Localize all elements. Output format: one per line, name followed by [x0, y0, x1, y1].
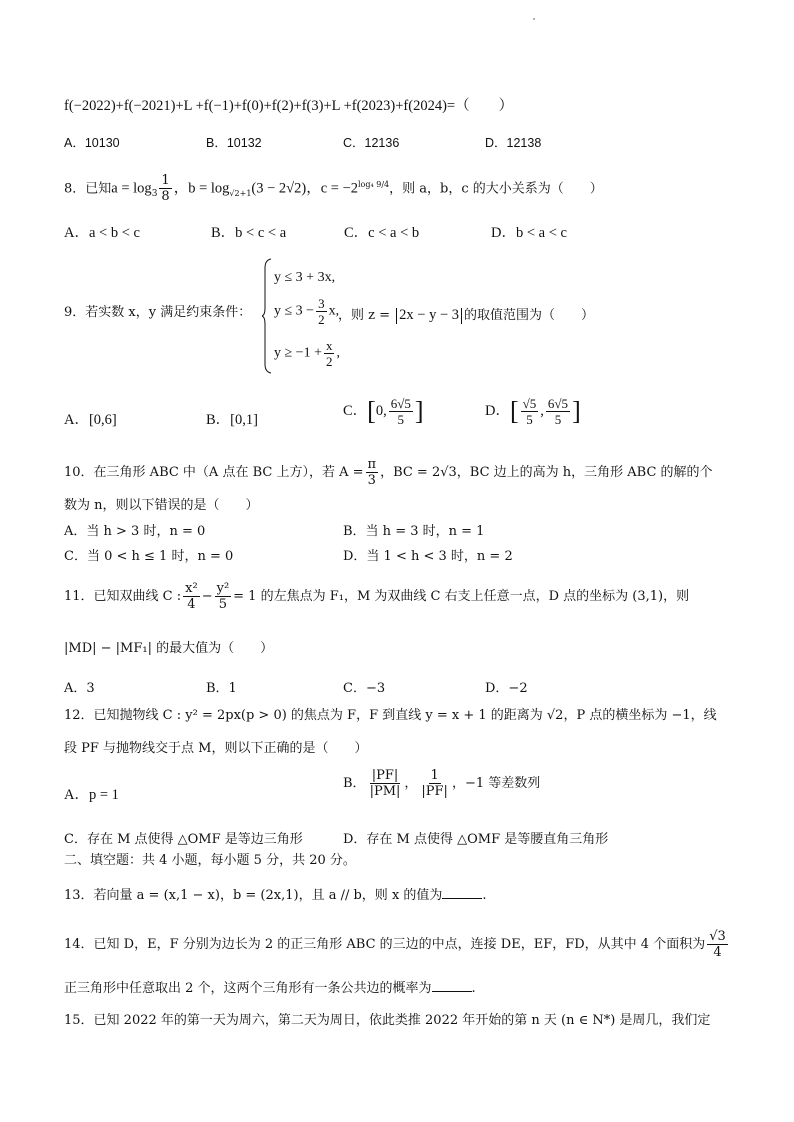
- q12-option-c[interactable]: C．存在 M 点使得 △OMF 是等边三角形: [64, 832, 303, 847]
- q8-a-base: 3: [151, 188, 158, 199]
- q9-option-b[interactable]: B．[0,1]: [206, 412, 258, 428]
- section-2-heading: 二、填空题：共 4 小题，每小题 5 分，共 20 分。: [64, 853, 356, 868]
- q8-b-base: √2+1: [229, 188, 252, 198]
- scan-dot: [533, 18, 535, 20]
- q8-prefix: 8．已知: [64, 181, 112, 197]
- q12-option-a[interactable]: A．p = 1: [64, 787, 119, 803]
- q8-option-c[interactable]: C．c < a < b: [344, 225, 420, 241]
- q10-angle-fraction: $\frac{\pi}{3}$: [367, 457, 377, 488]
- q12-stem-line2: 段 PF 与抛物线交于点 M，则以下正确的是（ ）: [64, 741, 368, 756]
- q10-stem-line1: 10．在三角形 ABC 中（A 点在 BC 上方），若 A = $\frac{\pi}{3}$ ，BC = 2√3，BC 边上的高为 h，三角形 ABC 的解的个: [64, 457, 713, 488]
- q10-stem-line2: 数为 n，则以下错误的是（ ）: [64, 498, 259, 513]
- q10-option-b[interactable]: B．当 h = 3 时，n = 1: [343, 524, 485, 539]
- q11-stem-line2: |MD| − |MF₁| 的最大值为（ ）: [64, 641, 274, 656]
- q8-c-expr: ，c = −2: [306, 180, 358, 197]
- q8-suffix: ，则 a，b，c 的大小关系为（ ）: [389, 181, 603, 197]
- q7-option-c[interactable]: C．12136: [343, 136, 400, 150]
- q7-expression: f(−2022)+f(−2021)+L +f(−1)+f(0)+f(2)+f(3)+L +f(2023)+f(2024)=（ ）: [64, 98, 514, 114]
- q14-stem-line2: 正三角形中任意取出 2 个，这两个三角形有一条公共边的概率为 .: [64, 981, 476, 996]
- q12-option-b[interactable]: B． $\frac{|PF|}{|PM|}$ ， $\frac{1}{|PF|}$ ，−1 等差数列: [343, 768, 541, 799]
- q9-constraint-3: y ≥ −1 + $\frac{x}{2}$ ,: [274, 338, 340, 369]
- q11-stem-line1: 11．已知双曲线 C : $\frac{\text{x²}}{4}$ − $\frac{\text{y²}}{5}$ = 1 的左焦点为 F₁，M 为双曲线 C 右支上任意一点，D 点的坐标为 (3,1)，则: [64, 581, 690, 612]
- q8-option-a[interactable]: A．a < b < c: [64, 225, 140, 241]
- q7-option-d[interactable]: D．12138: [485, 136, 542, 150]
- q14-answer-blank[interactable]: [432, 979, 472, 992]
- q11-option-d[interactable]: D．−2: [485, 681, 528, 696]
- q12-option-d[interactable]: D．存在 M 点使得 △OMF 是等腰直角三角形: [343, 832, 609, 847]
- q9-option-d[interactable]: D．[ $\frac{√5}{5}$ , $\frac{6√5}{5}$ ]: [485, 396, 581, 427]
- q11-option-a[interactable]: A．3: [64, 681, 95, 696]
- q14-stem-line1: 14．已知 D，E，F 分别为边长为 2 的正三角形 ABC 的三边的中点，连接 DE，EF，FD，从其中 4 个面积为 $\frac{√3}{4}$: [64, 929, 726, 960]
- q8-option-d[interactable]: D．b < a < c: [491, 225, 567, 241]
- q10-option-c[interactable]: C．当 0 < h ≤ 1 时，n = 0: [64, 549, 234, 564]
- q7-option-a[interactable]: A．10130: [64, 136, 120, 150]
- q8-b-expr: ，b = log: [173, 180, 230, 197]
- q11-option-b[interactable]: B．1: [206, 681, 237, 696]
- q9-prefix: 9．若实数 x，y 满足约束条件：: [64, 305, 252, 320]
- q15-stem-line1: 15．已知 2022 年的第一天为周六，第二天为周日，依此类推 2022 年开始的第 n 天 (n ∈ N*) 是周几，我们定: [64, 1013, 711, 1028]
- q13-answer-blank[interactable]: [442, 886, 482, 899]
- q13-stem: 13．若向量 a = (x,1 − x)，b = (2x,1)，且 a // b，则 x 的值为 .: [64, 888, 487, 903]
- q10-option-a[interactable]: A．当 h > 3 时，n = 0: [64, 524, 206, 539]
- q8-a-fraction: $\frac{1}{8}$: [161, 173, 170, 205]
- q8-a-expr: a = log: [111, 180, 152, 197]
- q9-constraint-2: y ≤ 3 − $\frac{3}{2}$ x,: [274, 296, 340, 327]
- q8-b-arg: (3 − 2√2): [251, 180, 307, 197]
- q9-option-c[interactable]: C．[0, $\frac{6√5}{5}$ ]: [343, 396, 424, 427]
- left-brace-icon: [262, 258, 272, 374]
- q8-stem: [64, 168, 603, 211]
- q8-c-exponent: log₄ 9/4: [358, 180, 390, 189]
- q9-objective: ，则 z = 2x − y − 3 的取值范围为（ ）: [338, 307, 595, 323]
- q11-option-c[interactable]: C．−3: [343, 681, 386, 696]
- q10-option-d[interactable]: D．当 1 < h < 3 时，n = 2: [343, 549, 513, 564]
- q9-constraint-1: y ≤ 3 + 3x,: [274, 270, 336, 285]
- q8-option-b[interactable]: B．b < c < a: [211, 225, 287, 241]
- q7-option-b[interactable]: B．10132: [206, 136, 262, 150]
- q12-stem-line1: 12．已知抛物线 C : y² = 2px(p > 0) 的焦点为 F，F 到直线 y = x + 1 的距离为 √2，P 点的横坐标为 −1，线: [64, 708, 717, 723]
- q9-option-a[interactable]: A．[0,6]: [64, 412, 117, 428]
